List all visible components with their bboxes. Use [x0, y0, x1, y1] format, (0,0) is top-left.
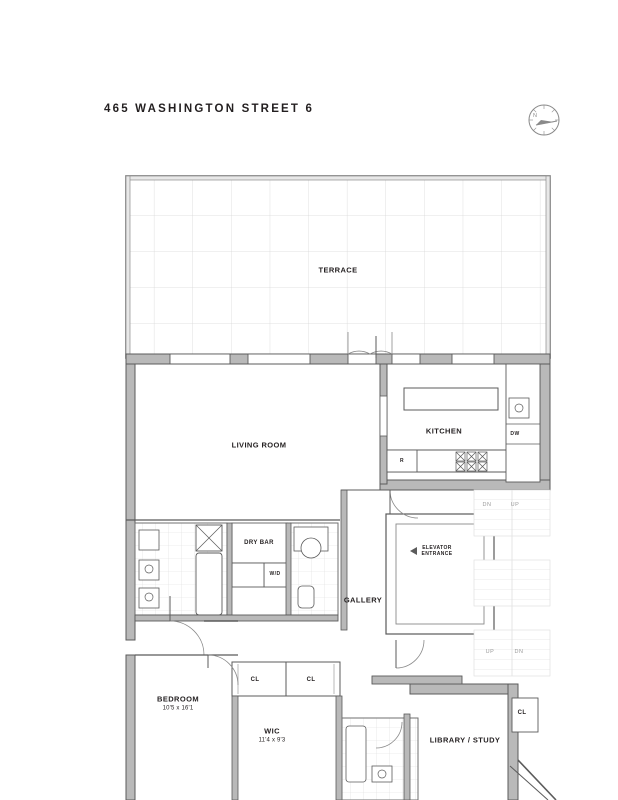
fixture-label-closet-1: CL [250, 677, 260, 683]
room-label-living-room: LIVING ROOM [231, 440, 287, 450]
wic-name: WIC [264, 726, 280, 736]
bedroom-dimensions: 10'5 x 16'1 [162, 705, 194, 712]
svg-text:N: N [533, 113, 537, 119]
fixture-label-dishwasher: DW [510, 431, 520, 437]
room-label-terrace: TERRACE [318, 265, 358, 275]
room-label-library-study: LIBRARY / STUDY [429, 735, 501, 745]
bedroom-name: BEDROOM [157, 694, 199, 704]
room-label-dry-bar: DRY BAR [244, 540, 274, 546]
stair-marker-up-upper: UP [510, 502, 520, 508]
fixture-label-closet-3: CL [517, 710, 527, 716]
stair-marker-dn-lower: DN [514, 649, 524, 655]
room-label-kitchen: KITCHEN [425, 426, 463, 436]
room-label-bedroom [157, 695, 199, 712]
fixture-label-refrigerator: R [399, 458, 405, 464]
stair-marker-dn-upper: DN [482, 502, 492, 508]
wic-dimensions: 11'4 x 9'3 [258, 737, 286, 744]
room-label-wic [259, 727, 286, 744]
fixture-label-closet-2: CL [306, 677, 316, 683]
room-label-elevator-entrance [422, 545, 453, 558]
elevator-entrance-line2: ENTRANCE [421, 551, 453, 557]
page-title: 465 WASHINGTON STREET 6 [104, 103, 315, 115]
fixture-label-washer-dryer: W/D [269, 571, 281, 577]
elevator-entrance-line1: ELEVATOR [422, 544, 452, 551]
stair-marker-up-lower: UP [485, 649, 495, 655]
room-label-gallery: GALLERY [343, 595, 383, 605]
